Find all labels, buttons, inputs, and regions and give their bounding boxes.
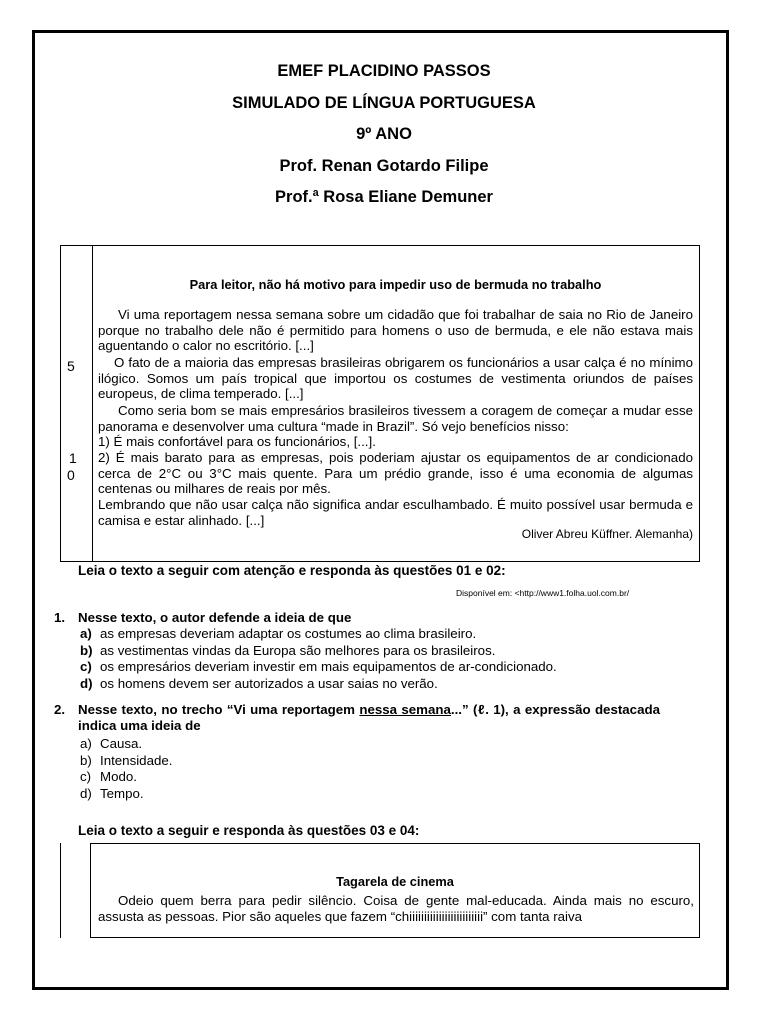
text-1-attribution: Oliver Abreu Küffner. Alemanha) bbox=[521, 527, 693, 541]
question-2-option-b[interactable] bbox=[54, 753, 660, 770]
school-name: EMEF PLACIDINO PASSOS bbox=[277, 62, 491, 80]
text-2-title: Tagarela de cinema bbox=[336, 874, 454, 889]
question-2-number: 2. bbox=[54, 702, 66, 717]
question-2 bbox=[54, 702, 660, 802]
text-2-paragraph-1: Odeio quem berra para pedir silêncio. Coisa de gente mal-educada. Ainda mais no escuro, assusta as pessoas. Pior são aqueles que fazem “chiiiiiiiiiiiiiiiiiiiiiiiii” com tanta raiva bbox=[98, 893, 694, 924]
grade: 9º ANO bbox=[356, 125, 412, 144]
text-1-paragraph-1: Vi uma reportagem nessa semana sobre um cidadão que foi trabalhar de saia no Rio de Janeiro porque no trabalho dele não é permitido para homens o uso de bermuda, e ele não estava mais aguentando o calor no escritório. [...] bbox=[98, 307, 693, 353]
source-citation: Disponível em: <http://www1.folha.uol.com.br/ bbox=[456, 588, 630, 598]
header bbox=[0, 58, 768, 216]
question-2-stem bbox=[54, 702, 660, 734]
question-2-option-a[interactable] bbox=[54, 736, 660, 753]
text-2-frame bbox=[90, 843, 700, 938]
question-1-option-a[interactable] bbox=[54, 626, 660, 643]
option-text: Intensidade. bbox=[100, 752, 173, 768]
question-2-option-d[interactable] bbox=[54, 786, 660, 803]
option-letter: c) bbox=[80, 659, 92, 674]
text-1-paragraph-5: 2) É mais barato para as empresas, pois poderiam ajustar os equipamentos de ar condicionado cerca de 2°C ou 3°C mais quente. Para um prédio grande, isso é uma economia de algumas centenas ou milhares de reais por mês. bbox=[98, 450, 693, 496]
question-2-text-b: ...” (ℓ. 1), a expressão destacada indica uma ideia de bbox=[78, 702, 660, 733]
option-letter: a) bbox=[80, 736, 92, 751]
question-1-number: 1. bbox=[54, 610, 66, 625]
text-1-frame bbox=[60, 245, 700, 562]
option-text: as vestimentas vindas da Europa são melhores para os brasileiros. bbox=[100, 642, 496, 658]
text-1-paragraph-6: Lembrando que não usar calça não significa andar esculhambado. É muito possível usar bermuda e camisa e estar alinhado. [...] bbox=[98, 497, 693, 528]
text-1-title: Para leitor, não há motivo para impedir uso de bermuda no trabalho bbox=[189, 277, 602, 292]
line-number-10-a: 1 bbox=[69, 450, 77, 466]
line-number-column-border bbox=[60, 843, 61, 938]
question-1-stem bbox=[54, 610, 660, 626]
teacher-1: Prof. Renan Gotardo Filipe bbox=[279, 156, 489, 175]
question-2-text-a: Nesse texto, no trecho “Vi uma reportagem bbox=[78, 702, 360, 717]
option-letter: b) bbox=[80, 752, 92, 768]
text-1-paragraph-4: 1) É mais confortável para os funcionários, [...]. bbox=[98, 434, 376, 449]
text-1-paragraph-3: Como seria bom se mais empresários brasileiros tivessem a coragem de começar a mudar esse panorama e desenvolver uma cultura “made in Brazil”. Só vejo benefícios nisso: bbox=[98, 403, 693, 434]
line-number-10-b: 0 bbox=[67, 467, 75, 483]
question-2-option-c[interactable] bbox=[54, 769, 660, 786]
option-text: Causa. bbox=[100, 736, 143, 751]
line-number-5: 5 bbox=[67, 358, 75, 374]
option-text: os homens devem ser autorizados a usar saias no verão. bbox=[100, 675, 438, 691]
question-2-highlighted-expression: nessa semana bbox=[359, 702, 451, 717]
exam-title: SIMULADO DE LÍNGUA PORTUGUESA bbox=[232, 93, 536, 112]
option-letter: d) bbox=[80, 785, 92, 801]
option-text: as empresas deveriam adaptar os costumes ao clima brasileiro. bbox=[100, 626, 477, 641]
question-1-option-c[interactable] bbox=[54, 659, 660, 676]
option-text: Modo. bbox=[100, 769, 137, 784]
text-1-paragraph-2: O fato de a maioria das empresas brasileiras obrigarem os funcionários a usar calça é no mínimo ilógico. Somos um país tropical que importou os costumes de vestimenta oriundos de países europeus, de clima temperado. [...] bbox=[98, 355, 693, 401]
option-letter: a) bbox=[80, 626, 92, 641]
option-letter: b) bbox=[80, 642, 93, 658]
option-letter: c) bbox=[80, 769, 92, 784]
option-text: os empresários deveriam investir em mais equipamentos de ar-condicionado. bbox=[100, 659, 557, 674]
question-1-text: Nesse texto, o autor defende a ideia de que bbox=[78, 610, 352, 625]
question-1-option-b[interactable] bbox=[54, 643, 660, 660]
option-text: Tempo. bbox=[100, 785, 144, 801]
instruction-1: Leia o texto a seguir com atenção e responda às questões 01 e 02: bbox=[78, 563, 506, 578]
question-1 bbox=[54, 610, 660, 692]
teacher-2: Prof.ª Rosa Eliane Demuner bbox=[275, 188, 493, 207]
instruction-2: Leia o texto a seguir e responda às questões 03 e 04: bbox=[78, 823, 420, 838]
option-letter: d) bbox=[80, 675, 93, 691]
line-number-divider bbox=[92, 246, 93, 561]
question-1-option-d[interactable] bbox=[54, 676, 660, 693]
